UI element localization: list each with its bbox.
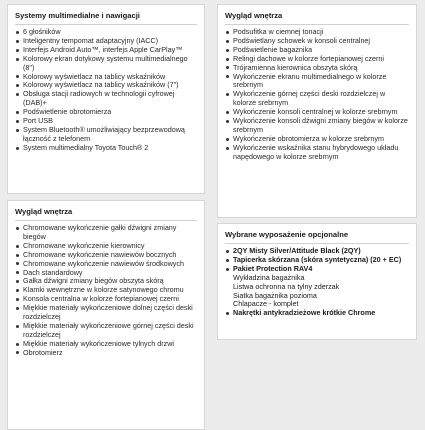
bullet-icon xyxy=(16,111,19,114)
list-item-text: Obrotomierz xyxy=(23,347,63,357)
bullet-icon xyxy=(226,49,229,52)
list-item-text: Podświetlenie bagażnika xyxy=(233,44,313,54)
bullet-icon xyxy=(16,298,19,301)
list-item xyxy=(15,126,198,144)
bullet-icon xyxy=(226,58,229,61)
bullet-icon xyxy=(16,343,19,346)
list-item-text: Inteligentny tempomat adaptacyjny (IACC) xyxy=(23,35,159,45)
exterior-card-title: Wygląd wnętrza xyxy=(225,11,283,20)
list-item xyxy=(225,73,410,91)
list-item-text: Obsługa stacji radiowych w technologii cyfrowej (DAB)+ xyxy=(23,89,175,108)
option-item xyxy=(225,309,410,318)
list-item-text: Wykończenie konsoli dźwigni zmiany biegów w kolorze srebrnym xyxy=(233,116,408,134)
bullet-icon xyxy=(226,268,229,271)
bullet-icon xyxy=(16,31,19,34)
bullet-icon xyxy=(16,129,19,132)
list-item-text: Podświetlenie obrotomierza xyxy=(23,107,112,117)
bullet-icon xyxy=(226,312,229,315)
list-item-text: Chromowane wykończenie nawiewów środkowych xyxy=(23,258,184,268)
bullet-icon xyxy=(226,93,229,96)
list-item-text: Wykończenie wskaźnika stanu hybrydowego układu napędowego w kolorze srebrnym xyxy=(233,142,399,161)
interior-divider xyxy=(15,220,197,221)
option-subitem: Listwa ochronna na tylny zderzak xyxy=(233,281,340,291)
list-item-text: Kolorowy ekran dotykowy systemu multimedialnego (8") xyxy=(23,53,188,72)
list-item xyxy=(15,322,198,340)
list-item-text: Kolorowy wyświetlacz na tablicy wskaźników xyxy=(23,71,166,81)
bullet-icon xyxy=(16,280,19,283)
bullet-icon xyxy=(16,58,19,61)
list-item-text: Chromowane wykończenie kierownicy xyxy=(23,240,145,250)
list-item xyxy=(225,117,410,135)
bullet-icon xyxy=(16,227,19,230)
list-item-text: System multimedialny Toyota Touch® 2 xyxy=(23,142,149,152)
bullet-icon xyxy=(226,66,229,69)
list-item-text: Wykończenie górnej części deski rozdzielczej w kolorze srebrnym xyxy=(233,89,386,108)
list-item-text: Konsola centralna w kolorze fortepianowej czerni xyxy=(23,294,179,304)
bullet-icon xyxy=(226,250,229,253)
list-item xyxy=(15,304,198,322)
option-subitem: Siatka bagażnika pozioma xyxy=(233,290,317,300)
multimedia-divider xyxy=(15,24,197,25)
list-item xyxy=(15,349,198,358)
bullet-icon xyxy=(16,84,19,87)
bullet-icon xyxy=(226,111,229,114)
bullet-icon xyxy=(16,351,19,354)
options-divider xyxy=(225,243,409,244)
list-item xyxy=(225,144,410,162)
list-item-text: Interfejs Android Auto™, interfejs Apple CarPlay™ xyxy=(23,44,183,54)
list-item-text: Podświetlany schowek w konsoli centralnej xyxy=(233,35,371,45)
bullet-icon xyxy=(16,254,19,257)
list-item-text: Kolorowy wyświetlacz na tablicy wskaźników (7") xyxy=(23,80,179,90)
exterior-divider xyxy=(225,24,409,25)
list-item-text: Miękkie materiały wykończeniowe dolnej części deski rozdzielczej xyxy=(23,303,193,322)
bullet-icon xyxy=(226,147,229,150)
list-item-text: Miękkie materiały wykończeniowe tylnych drzwi xyxy=(23,338,174,348)
list-item xyxy=(15,55,198,73)
list-item-text: Port USB xyxy=(23,116,53,126)
list-item-text: Trójramienna kierownica obszyta skórą xyxy=(233,62,358,72)
list-item xyxy=(15,90,198,108)
list-item-text: System Bluetooth® umożliwiający bezprzewodową łączność z telefonem xyxy=(23,124,185,143)
options-card xyxy=(217,223,417,340)
bullet-icon xyxy=(16,75,19,78)
options-list xyxy=(218,247,416,318)
list-item-text: Dach standardowy xyxy=(23,267,83,277)
option-item-title: Tapicerka skórzana (skóra syntetyczna) (20 + EC) xyxy=(233,254,402,264)
multimedia-card-title: Systemy multimedialne i nawigacji xyxy=(15,11,140,20)
bullet-icon xyxy=(16,93,19,96)
option-subitem: Wykładzina bagażnika xyxy=(233,272,305,282)
interior-list xyxy=(8,224,204,358)
option-item-title: Pakiet Protection RAV4 xyxy=(233,263,313,273)
bullet-icon xyxy=(226,259,229,262)
list-item-text: Gałka dźwigni zmiany biegów obszyta skórą xyxy=(23,276,164,286)
bullet-icon xyxy=(226,138,229,141)
list-item-text: Relingi dachowe w kolorze fortepianowej czerni xyxy=(233,53,385,63)
option-item-title: 2QY Misty Silver/Attitude Black (2QY) xyxy=(233,246,361,255)
option-item xyxy=(225,265,410,310)
bullet-icon xyxy=(226,40,229,43)
list-item-text: Podsufitka w ciemnej tonacji xyxy=(233,27,324,36)
bullet-icon xyxy=(226,120,229,123)
bullet-icon xyxy=(226,75,229,78)
exterior-list xyxy=(218,28,416,162)
interior-card xyxy=(7,200,205,430)
bullet-icon xyxy=(16,120,19,123)
bullet-icon xyxy=(16,307,19,310)
bullet-icon xyxy=(16,40,19,43)
bullet-icon xyxy=(16,262,19,265)
list-item-text: 6 głośników xyxy=(23,27,61,36)
bullet-icon xyxy=(16,325,19,328)
list-item-text: Wykończenie obrotomierza w kolorze srebrnym xyxy=(233,133,384,143)
bullet-icon xyxy=(226,31,229,34)
list-item-text: Wykończenie ekranu multimedialnego w kolorze srebrnym xyxy=(233,71,387,90)
list-item xyxy=(15,144,198,153)
list-item-text: Miękkie materiały wykończeniowe górnej części deski rozdzielczej xyxy=(23,320,194,339)
option-subitem: Chlapacze - komplet xyxy=(233,299,299,309)
bullet-icon xyxy=(16,271,19,274)
list-item-text: Klamki wewnętrzne w kolorze satynowego chromu xyxy=(23,285,184,295)
list-item xyxy=(15,224,198,242)
multimedia-list xyxy=(8,28,204,153)
bullet-icon xyxy=(16,147,19,150)
list-item xyxy=(225,90,410,108)
list-item-text: Wykończenie konsoli centralnej w kolorze srebrnym xyxy=(233,107,398,117)
option-item-title: Nakrętki antykradzieżowe krótkie Chrome xyxy=(233,308,376,318)
list-item-text: Chromowane wykończenie nawiewów bocznych xyxy=(23,249,177,259)
bullet-icon xyxy=(16,289,19,292)
multimedia-card xyxy=(7,4,205,194)
list-item-text: Chromowane wykończenie gałki dźwigni zmiany biegów xyxy=(23,223,177,241)
options-card-title: Wybrane wyposażenie opcjonalne xyxy=(225,230,349,239)
exterior-card xyxy=(217,4,417,218)
interior-card-title: Wygląd wnętrza xyxy=(15,207,73,216)
bullet-icon xyxy=(16,245,19,248)
bullet-icon xyxy=(16,49,19,52)
